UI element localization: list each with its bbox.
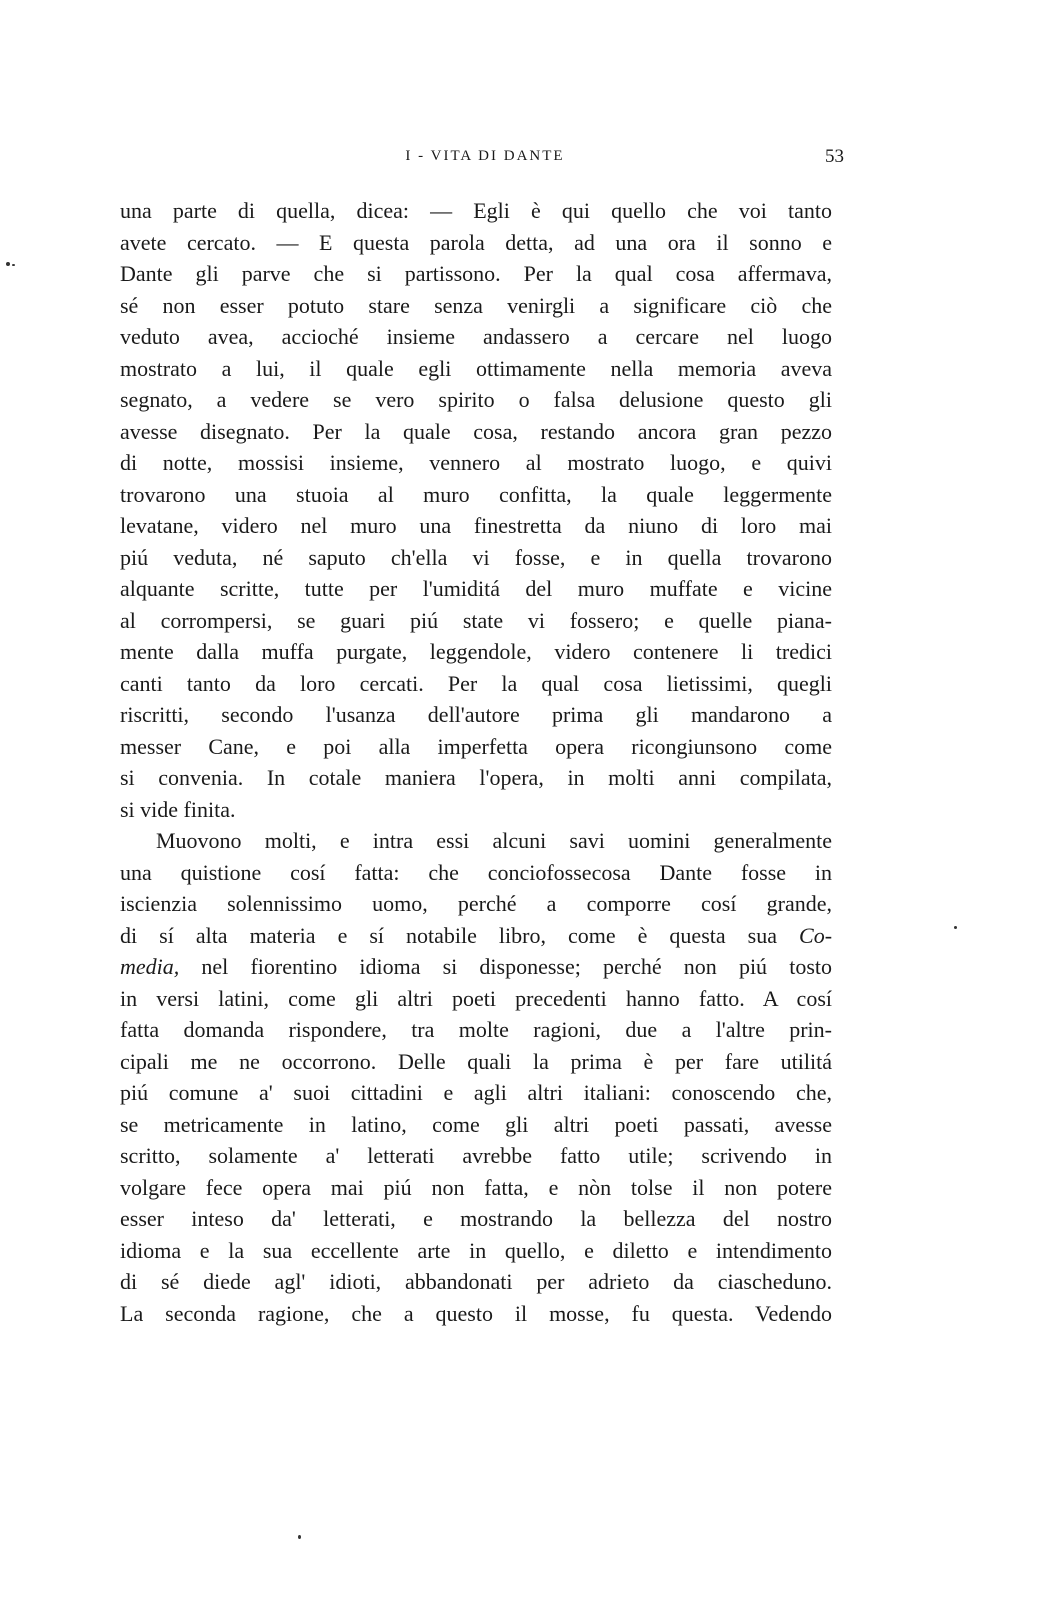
text-line: sé non esser potuto stare senza venirgli a significare ciò che: [120, 292, 832, 318]
page-number: 53: [825, 146, 844, 167]
text-line: alquante scritte, tutte per l'umiditá del muro muffate e vicine: [120, 576, 832, 601]
text-line: di sé diede agl' idioti, abbandonati per adrieto da ciascheduno.: [120, 1269, 832, 1294]
scan-speck: [298, 1535, 301, 1539]
text-line: trovarono una stuoia al muro confitta, la quale leggermente: [120, 481, 832, 507]
running-head: [120, 146, 850, 170]
text-line: mente dalla muffa purgate, leggendole, videro contenere li tredici: [120, 639, 832, 664]
text-line: al corrompersi, se guari piú state vi fossero; e quelle piana-: [120, 607, 832, 633]
text-segment: nel fiorentino idioma si disponesse; perché non piú tosto: [201, 954, 832, 979]
text-line: segnato, a vedere se vero spirito o falsa delusione questo gli: [120, 387, 832, 412]
scan-speck: [954, 926, 957, 929]
text-line: una parte di quella, dicea: — Egli è qui quello che voi tanto: [120, 198, 832, 223]
text-line: se metricamente in latino, come gli altri poeti passati, avesse: [120, 1111, 832, 1137]
running-title: I - VITA DI DANTE: [405, 148, 565, 164]
text-line: scritto, solamente a' letterati avrebbe fatto utile; scrivendo in: [120, 1143, 832, 1168]
text-segment: di sí alta materia e sí notabile libro, come è questa sua: [120, 922, 777, 948]
text-line: [120, 951, 832, 983]
text-line: avesse disegnato. Per la quale cosa, restando ancora gran pezzo: [120, 418, 832, 444]
text-line: piú comune a' suoi cittadini e agli altri italiani: conoscendo che,: [120, 1080, 832, 1105]
text-line: mostrato a lui, il quale egli ottimamente nella memoria aveva: [120, 355, 832, 381]
paragraph-end-line: si vide finita.: [120, 796, 236, 822]
text-line: idioma e la sua eccellente arte in quello, e diletto e intendimento: [120, 1237, 832, 1263]
text-line: cipali me ne occorrono. Delle quali la prima è per fare utilitá: [120, 1048, 832, 1074]
text-line: esser inteso da' letterati, e mostrando la bellezza del nostro: [120, 1206, 832, 1231]
body-text: [120, 195, 832, 1329]
text-line: Dante gli parve che si partissono. Per la qual cosa affermava,: [120, 261, 832, 286]
text-line: canti tanto da loro cercati. Per la qual cosa lietissimi, quegli: [120, 670, 832, 696]
text-line: iscienzia solennissimo uomo, perché a comporre cosí grande,: [120, 891, 832, 916]
title-italic-text: Co-: [799, 922, 833, 948]
scan-speck: [12, 264, 15, 266]
text-line: volgare fece opera mai piú non fatta, e nòn tolse il non potere: [120, 1174, 832, 1200]
text-line: di notte, mossisi insieme, vennero al mostrato luogo, e quivi: [120, 450, 832, 475]
text-line: messer Cane, e poi alla imperfetta opera ricongiunsono come: [120, 733, 832, 759]
text-line: riscritti, secondo l'usanza dell'autore prima gli mandarono a: [120, 702, 832, 727]
text-line: La seconda ragione, che a questo il mosse, fu questa. Vedendo: [120, 1300, 832, 1326]
scan-speck: [6, 262, 10, 266]
text-line: una quistione cosí fatta: che conciofossecosa Dante fosse in: [120, 859, 832, 885]
paragraph-start-line: Muovono molti, e intra essi alcuni savi uomini generalmente: [156, 828, 832, 853]
text-line: piú veduta, né saputo ch'ella vi fosse, e in quella trovarono: [120, 544, 832, 570]
text-line: si convenia. In cotale maniera l'opera, in molti anni compilata,: [120, 765, 832, 790]
title-italic-text: media,: [120, 954, 180, 979]
text-line: avete cercato. — E questa parola detta, ad una ora il sonno e: [120, 229, 832, 255]
text-line: in versi latini, come gli altri poeti precedenti hanno fatto. A cosí: [120, 985, 832, 1011]
text-line: levatane, videro nel muro una finestretta da niuno di loro mai: [120, 513, 832, 538]
text-line: [120, 920, 832, 952]
text-line: fatta domanda rispondere, tra molte ragioni, due a l'altre prin-: [120, 1017, 832, 1042]
text-line: veduto avea, accioché insieme andassero a cercare nel luogo: [120, 324, 832, 349]
